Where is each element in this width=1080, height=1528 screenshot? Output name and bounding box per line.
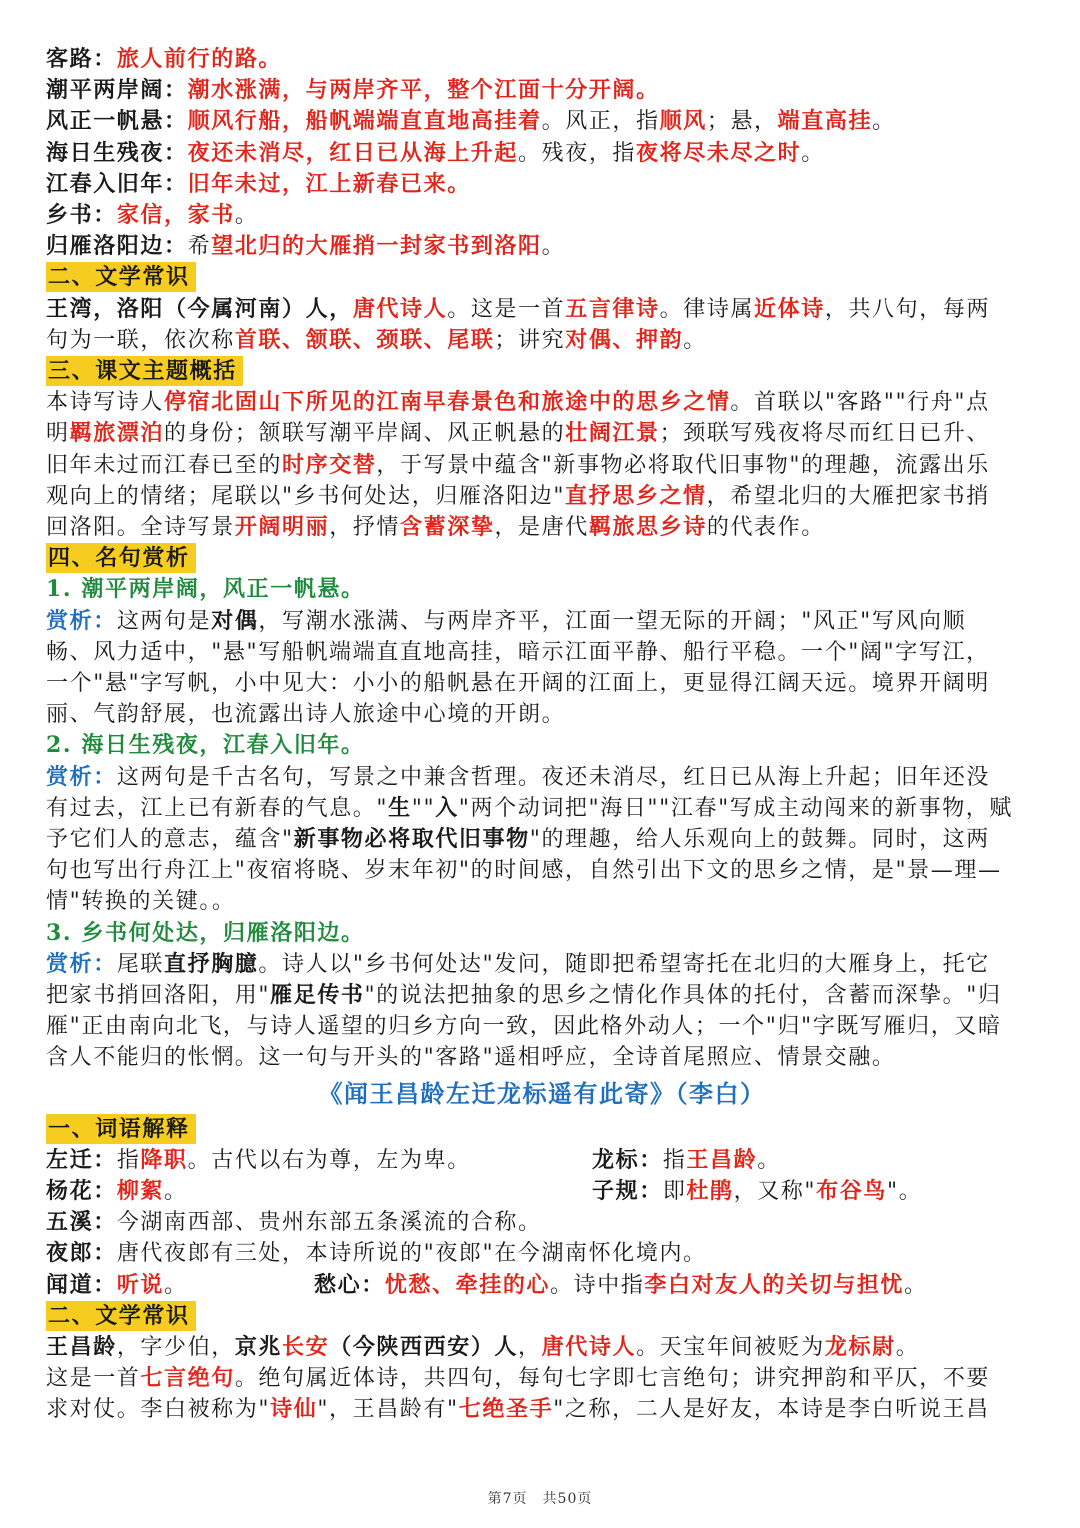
- section-header-row: [46, 1301, 1038, 1332]
- text-line: 赏析：这两句是千古名句，写景之中兼含哲理。夜还未消尽，红日已从海上升起；旧年还没: [46, 763, 991, 790]
- gloss-line: 五溪：今湖南西部、贵州东部五条溪流的合称。: [46, 1209, 542, 1236]
- text-line: 予它们人的意志，蕴含"新事物必将取代旧事物"的理趣，给人乐观向上的鼓舞。同时，这两: [46, 826, 990, 853]
- text-line: 王昌龄，字少伯，京兆长安（今陕西西安）人，唐代诗人。天宝年间被贬为龙标尉。: [46, 1334, 920, 1361]
- text-line: 观向上的情绪；尾联以"乡书何处达，归雁洛阳边"直抒思乡之情，希望北归的大雁把家书捎: [46, 482, 990, 509]
- text-line: 把家书捎回洛阳，用"雁足传书"的说法把抽象的思乡之情化作具体的托付，含蓄而深挚。"归: [46, 982, 1002, 1009]
- text-line: 情"转换的关键。。: [46, 889, 236, 915]
- section-header-row: [46, 356, 1038, 387]
- gloss-line: 归雁洛阳边：希望北归的大雁捎一封家书到洛阳。: [46, 233, 566, 260]
- section-header: 二、文学常识: [46, 262, 196, 292]
- text-line: 畅、风力适中，"悬"写船帆端端直直地高挂，暗示江面平静、船行平稳。一个"阔"字写江，: [46, 639, 990, 665]
- page-number: 第7页 共50页: [487, 1491, 593, 1507]
- text-line: 雁"正由南向北飞，与诗人遥望的归乡方向一致，因此格外动人；一个"归"字既写雁归，又暗: [46, 1014, 1002, 1040]
- text-line: 句为一联，依次称首联、颔联、颈联、尾联；讲究对偶、押韵。: [46, 326, 707, 353]
- quote-title: 3. 乡书何处达，归雁洛阳边。: [46, 919, 365, 946]
- gloss-line: 客路：旅人前行的路。: [46, 46, 283, 72]
- section-header-row: [46, 543, 1038, 574]
- section-header: 二、文学常识: [46, 1301, 196, 1331]
- poem-title: 《闻王昌龄左迁龙标遥有此寄》（李白）: [318, 1078, 766, 1108]
- text-line: 一个"悬"字写帆，小中见大：小小的船帆悬在开阔的江面上，更显得江阔天远。境界开阔明: [46, 671, 990, 697]
- section-header: 四、名句赏析: [46, 543, 196, 573]
- gloss-line: 杨花：柳絮。 子规：即杜鹃，又称"布谷鸟"。: [46, 1178, 923, 1205]
- gloss-line: 风正一帆悬：顺风行船，船帆端端直直地高挂着。风正，指顺风；悬，端直高挂。: [46, 108, 896, 135]
- gloss-line: 左迁：指降职。古代以右为尊，左为卑。 龙标：指王昌龄。: [46, 1146, 781, 1173]
- text-line: 句也写出行舟江上"夜宿将晓、岁末年初"的时间感，自然引出下文的思乡之情，是"景—理—: [46, 858, 1002, 884]
- gloss-line: 闻道：听说。 愁心：忧愁、牵挂的心。诗中指李白对友人的关切与担忧。: [46, 1271, 928, 1298]
- section-header-row: [46, 1114, 1038, 1145]
- gloss-line: 潮平两岸阔：潮水涨满，与两岸齐平，整个江面十分开阔。: [46, 77, 660, 104]
- text-line: 王湾，洛阳（今属河南）人，唐代诗人。这是一首五言律诗。律诗属近体诗，共八句，每两: [46, 295, 991, 322]
- text-line: 旧年未过而江春已至的时序交替，于写景中蕴含"新事物必将取代旧事物"的理趣，流露出乐: [46, 451, 990, 478]
- text-line: 含人不能归的怅惘。这一句与开头的"客路"遥相呼应，全诗首尾照应、情景交融。: [46, 1045, 896, 1071]
- text-line: 丽、气韵舒展，也流露出诗人旅途中心境的开朗。: [46, 702, 566, 728]
- section-header: 一、词语解释: [46, 1114, 196, 1144]
- quote-title: 1. 潮平两岸阔，风正一帆悬。: [46, 576, 365, 603]
- text-line: 赏析：这两句是对偶，写潮水涨满、与两岸齐平，江面一望无际的开阔；"风正"写风向顺: [46, 607, 967, 634]
- text-line: 求对仗。李白被称为"诗仙"，王昌龄有"七绝圣手"之称，二人是好友，本诗是李白听说王昌: [46, 1396, 990, 1423]
- section-header: 三、课文主题概括: [46, 356, 243, 386]
- section-header-row: [46, 262, 1038, 293]
- text-line: 本诗写诗人停宿北固山下所见的江南早春景色和旅途中的思乡之情。首联以"客路""行舟"点: [46, 389, 990, 416]
- document-page: [46, 44, 1038, 1426]
- text-line: 回洛阳。全诗写景开阔明丽，抒情含蓄深挚，是唐代羁旅思乡诗的代表作。: [46, 514, 825, 541]
- gloss-line: 乡书：家信，家书。: [46, 202, 259, 229]
- gloss-line: 夜郎：唐代夜郎有三处，本诗所说的"夜郎"在今湖南怀化境内。: [46, 1240, 707, 1267]
- gloss-line: 海日生残夜：夜还未消尽，红日已从海上升起。残夜，指夜将尽未尽之时。: [46, 139, 825, 166]
- text-line: 有过去，江上已有新春的气息。"生""入"两个动词把"海日""江春"写成主动闯来的新事物，赋: [46, 794, 1013, 821]
- text-line: 这是一首七言绝句。绝句属近体诗，共四句，每句七字即七言绝句；讲究押韵和平仄，不要: [46, 1365, 991, 1392]
- text-line: 明羁旅漂泊的身份；颔联写潮平岸阔、风正帆悬的壮阔江景；颈联写残夜将尽而红日已升、: [46, 420, 991, 447]
- text-line: 赏析：尾联直抒胸臆。诗人以"乡书何处达"发问，随即把希望寄托在北归的大雁身上，托它: [46, 950, 990, 977]
- quote-title: 2. 海日生残夜，江春入旧年。: [46, 732, 365, 759]
- gloss-line: 江春入旧年：旧年未过，江上新春已来。: [46, 170, 471, 197]
